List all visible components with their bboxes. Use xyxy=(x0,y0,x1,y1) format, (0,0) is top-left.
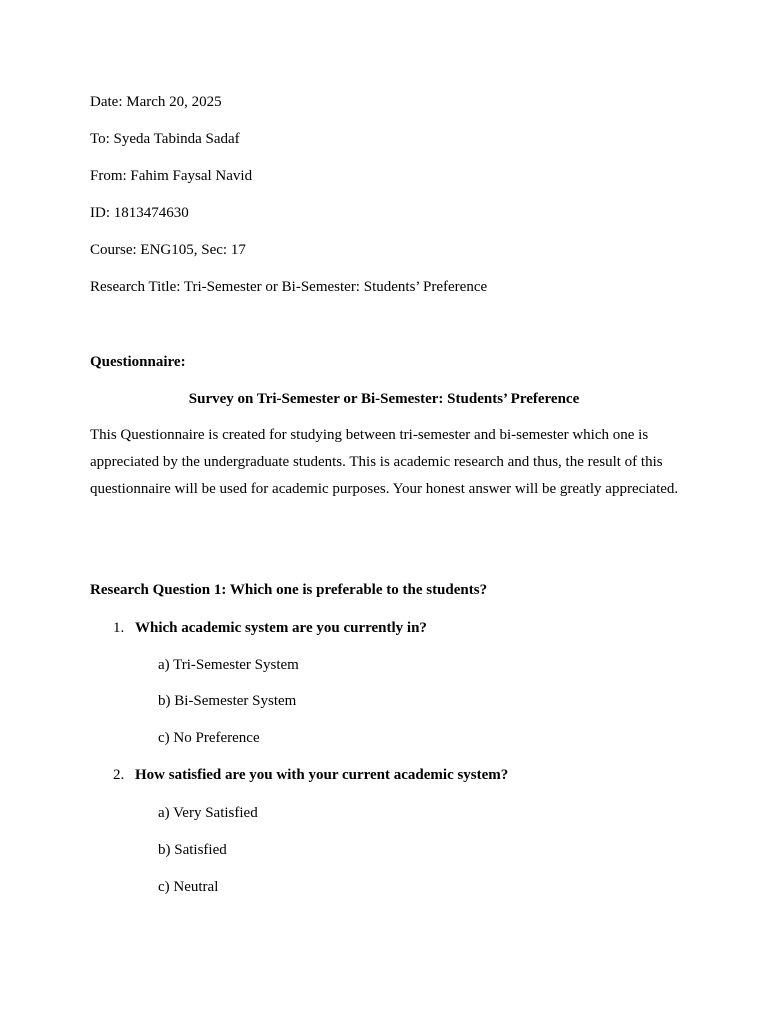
answer-option: a) Very Satisfied xyxy=(158,805,258,821)
question-text: Which academic system are you currently in? xyxy=(135,620,427,636)
answer-option: b) Bi-Semester System xyxy=(158,693,297,709)
answer-option: a) Tri-Semester System xyxy=(158,657,299,673)
question-number: 1. xyxy=(113,620,125,636)
answer-option: b) Satisfied xyxy=(158,842,227,858)
memo-research-title: Research Title: Tri-Semester or Bi-Semester: Students’ Preference xyxy=(90,279,488,295)
research-question-1-heading: Research Question 1: Which one is preferable to the students? xyxy=(90,582,488,598)
memo-date: Date: March 20, 2025 xyxy=(90,94,222,110)
answer-option: c) Neutral xyxy=(158,879,219,895)
question-number: 2. xyxy=(113,767,125,783)
question-text: How satisfied are you with your current academic system? xyxy=(135,767,509,783)
answer-option: c) No Preference xyxy=(158,730,260,746)
memo-id: ID: 1813474630 xyxy=(90,205,189,221)
intro-paragraph: This Questionnaire is created for studying between tri-semester and bi-semester which one is appreciated by the undergraduate students. This is academic research and thus, the result of this questionnaire will be used for academic purposes. Your honest answer will be greatly appreciated. xyxy=(90,427,679,497)
memo-to: To: Syeda Tabinda Sadaf xyxy=(90,131,240,147)
memo-from: From: Fahim Faysal Navid xyxy=(90,168,253,184)
memo-course: Course: ENG105, Sec: 17 xyxy=(90,242,246,258)
survey-title: Survey on Tri-Semester or Bi-Semester: Students’ Preference xyxy=(188,391,580,407)
questionnaire-heading: Questionnaire: xyxy=(90,354,186,370)
